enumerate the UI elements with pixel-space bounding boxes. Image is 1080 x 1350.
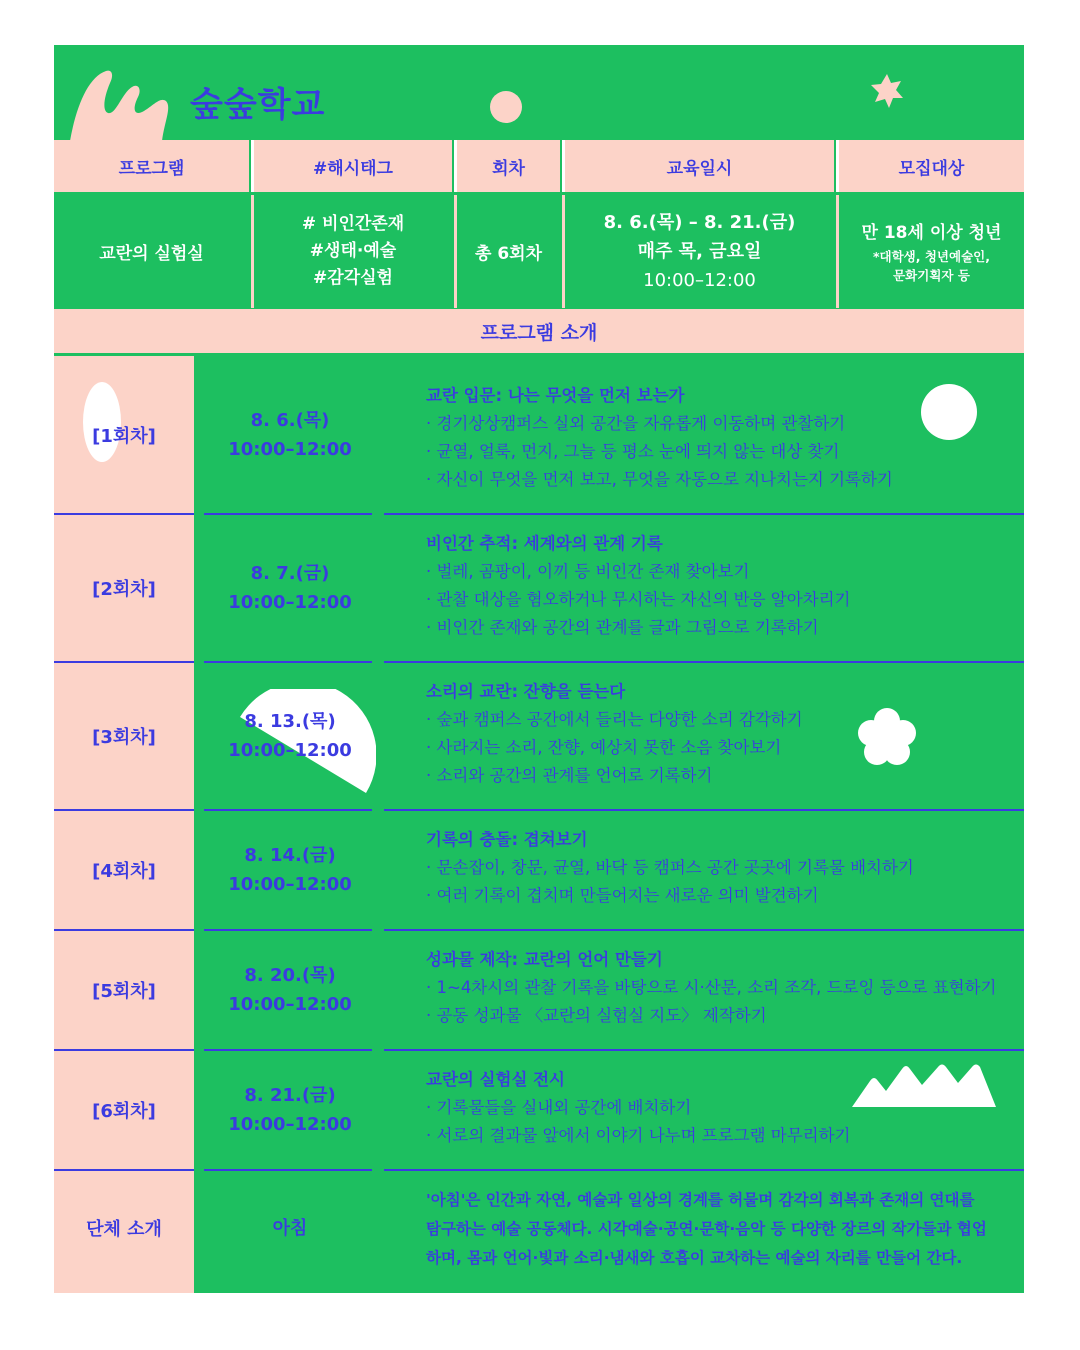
hashtag-1: # 비인간존재 [301, 214, 405, 234]
session-title: 교란 입문: 나는 무엇을 먼저 보는가 [426, 386, 685, 405]
session-2-label: [2회차] [92, 579, 156, 600]
session-time: 10:00–12:00 [228, 874, 352, 895]
session-item: · 관찰 대상을 혐오하거나 무시하는 자신의 반응 알아차리기 [426, 590, 851, 609]
session-item: · 문손잡이, 창문, 균열, 바닥 등 캠퍼스 공간 곳곳에 기록물 배치하기 [426, 858, 914, 877]
session-5-label: [5회차] [92, 981, 156, 1002]
session-item: · 1~4차시의 관찰 기록을 바탕으로 시·산문, 소리 조각, 드로잉 등으로 표현하기 [426, 978, 997, 997]
divider [836, 140, 839, 192]
session-item: · 균열, 얼룩, 먼지, 그늘 등 평소 눈에 띄지 않는 대상 찾기 [426, 442, 840, 461]
session-1-datetime [204, 356, 376, 514]
program-intro-heading: 프로그램 소개 [54, 309, 1024, 353]
target-main: 만 18세 이상 청년 [861, 223, 1002, 243]
session-date: 8. 14.(금) [244, 845, 336, 866]
session-1-content [426, 382, 1016, 494]
session-1-label: [1회차] [92, 426, 156, 447]
session-4-label: [4회차] [92, 861, 156, 882]
info-program [54, 195, 249, 308]
session-date: 8. 6.(목) [250, 410, 330, 431]
session-title: 소리의 교란: 잔향을 듣는다 [426, 682, 626, 701]
session-item: · 서로의 결과물 앞에서 이야기 나누며 프로그램 마무리하기 [426, 1126, 851, 1145]
session-time: 10:00–12:00 [228, 994, 352, 1015]
session-3-content [426, 678, 1016, 790]
divider [836, 195, 839, 308]
divider [251, 140, 254, 192]
hashtag-3: #감각실험 [313, 268, 393, 288]
info-schedule [565, 195, 834, 308]
group-description-line: 하며, 몸과 언어·빛과 소리·냄새와 호흡이 교차하는 예술의 자리를 만들어 간다. [426, 1249, 963, 1267]
star-shape-icon [868, 72, 906, 110]
session-date: 8. 20.(목) [244, 965, 336, 986]
session-item: · 공동 성과물 〈교란의 실험실 지도〉 제작하기 [426, 1006, 767, 1025]
session-5-content [426, 946, 1016, 1030]
session-title: 교란의 실험실 전시 [426, 1070, 566, 1089]
divider [454, 195, 457, 308]
session-6-content [426, 1066, 1016, 1150]
program-name: 교란의 실험실 [99, 244, 204, 264]
schedule-time: 10:00–12:00 [643, 270, 756, 291]
row-divider [384, 929, 1024, 931]
target-note-2: 문화기획자 등 [893, 268, 970, 283]
poster-title: 숲숲학교 [190, 85, 326, 125]
sessions-total: 총 6회차 [474, 244, 542, 264]
row-divider [384, 1169, 1024, 1171]
header-sessions: 회차 [457, 140, 560, 192]
session-item: · 기록물들을 실내외 공간에 배치하기 [426, 1098, 692, 1117]
session-date: 8. 7.(금) [250, 563, 330, 584]
divider [562, 140, 565, 192]
program-poster [54, 45, 1024, 1293]
session-item: · 벌레, 곰팡이, 이끼 등 비인간 존재 찾아보기 [426, 562, 750, 581]
session-6-datetime [204, 1051, 376, 1169]
session-3-datetime [204, 663, 376, 809]
info-target [839, 195, 1024, 308]
session-item: · 여러 기록이 겹치며 만들어지는 새로운 의미 발견하기 [426, 886, 819, 905]
session-4-datetime [204, 811, 376, 929]
group-label: 단체 소개 [86, 1219, 162, 1240]
session-6-label: [6회차] [92, 1101, 156, 1122]
row-divider [384, 1049, 1024, 1051]
group-description-line: '아침'은 인간과 자연, 예술과 일상의 경계를 허물며 감각의 회복과 존재의 연대를 [426, 1191, 975, 1209]
circle-shape-icon [489, 90, 523, 124]
session-4-content [426, 826, 1016, 910]
header-schedule: 교육일시 [565, 140, 834, 192]
session-item: · 자신이 무엇을 먼저 보고, 무엇을 자동으로 지나치는지 기록하기 [426, 470, 893, 489]
session-item: · 비인간 존재와 공간의 관계를 글과 그림으로 기록하기 [426, 618, 819, 637]
divider [251, 195, 254, 308]
session-date: 8. 21.(금) [244, 1085, 336, 1106]
session-date: 8. 13.(목) [244, 711, 336, 732]
session-5-datetime [204, 931, 376, 1049]
session-title: 기록의 충돌: 겹쳐보기 [426, 830, 588, 849]
header-target: 모집대상 [839, 140, 1024, 192]
session-title: 성과물 제작: 교란의 언어 만들기 [426, 950, 663, 969]
session-title: 비인간 추적: 세계와의 관계 기록 [426, 534, 663, 553]
schedule-range: 8. 6.(목) – 8. 21.(금) [603, 212, 796, 233]
session-item: · 경기상상캠퍼스 실외 공간을 자유롭게 이동하며 관찰하기 [426, 414, 846, 433]
divider [562, 195, 565, 308]
session-item: · 소리와 공간의 관계를 언어로 기록하기 [426, 766, 713, 785]
row-divider [384, 661, 1024, 663]
info-hashtags [254, 195, 452, 308]
group-name: 아침 [272, 1217, 308, 1239]
session-3-label: [3회차] [92, 727, 156, 748]
schedule-days: 매주 목, 금요일 [637, 241, 762, 262]
row-divider [384, 809, 1024, 811]
session-2-datetime [204, 515, 376, 661]
group-description-line: 탐구하는 예술 공동체다. 시각예술·공연·문학·음악 등 다양한 장르의 작가들과 협업 [426, 1220, 987, 1238]
header-hashtag: #해시태그 [254, 140, 452, 192]
target-note-1: *대학생, 청년예술인, [873, 249, 990, 264]
session-time: 10:00–12:00 [228, 740, 352, 761]
divider [454, 140, 457, 192]
session-time: 10:00–12:00 [228, 1114, 352, 1135]
info-sessions [457, 195, 560, 308]
leaf-shape-icon [68, 67, 188, 147]
header-program: 프로그램 [54, 140, 249, 192]
session-2-content [426, 530, 1016, 642]
session-time: 10:00–12:00 [228, 439, 352, 460]
session-item: · 숲과 캠퍼스 공간에서 들리는 다양한 소리 감각하기 [426, 710, 803, 729]
hashtag-2: #생태·예술 [309, 241, 397, 261]
group-name-cell [204, 1171, 376, 1285]
group-description [426, 1186, 1016, 1273]
session-time: 10:00–12:00 [228, 592, 352, 613]
session-item: · 사라지는 소리, 잔향, 예상치 못한 소음 찾아보기 [426, 738, 782, 757]
row-divider [384, 513, 1024, 515]
